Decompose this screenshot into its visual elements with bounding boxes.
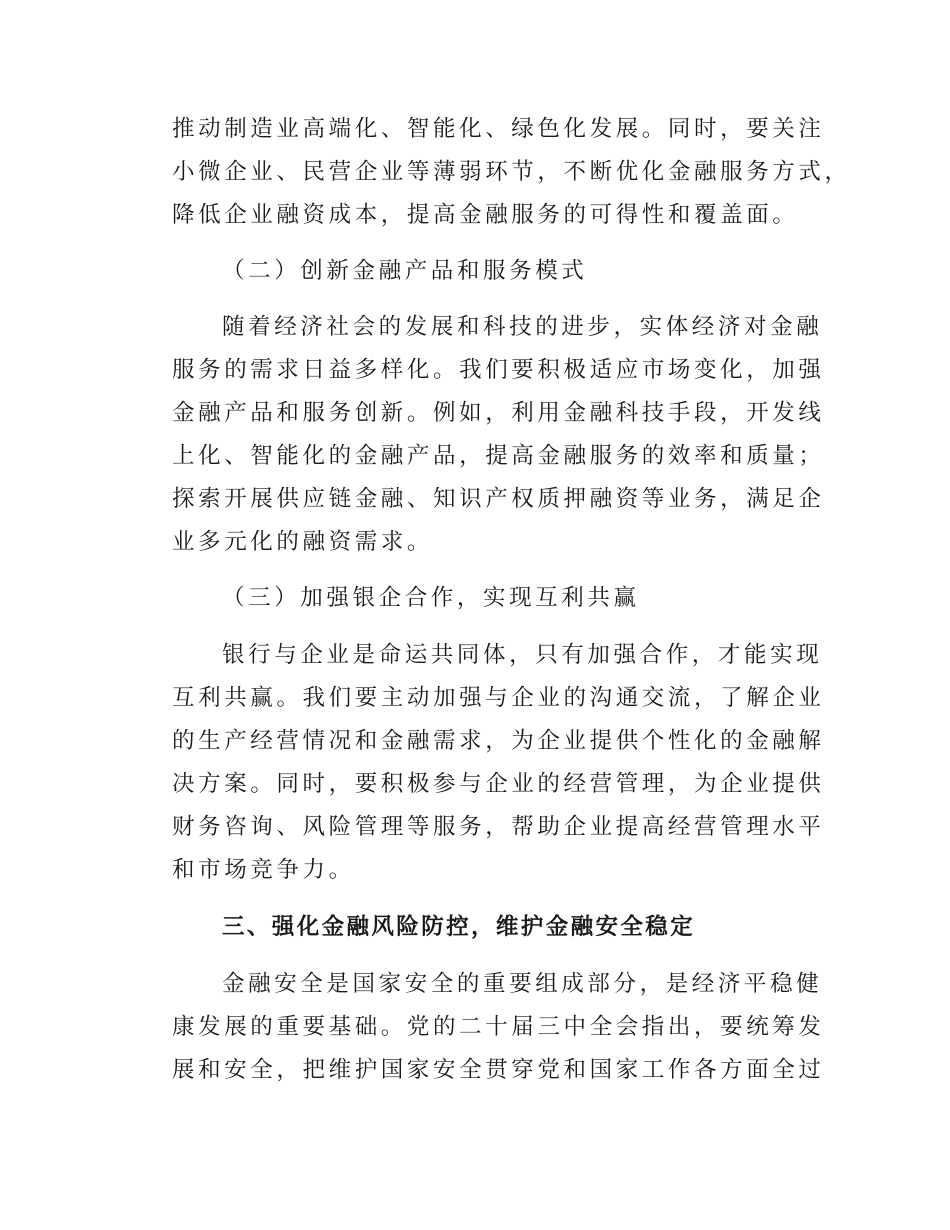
paragraph-line: 业多元化的融资需求。 [172, 529, 434, 555]
section-subheading: （二）创新金融产品和服务模式 [222, 258, 588, 284]
section-heading: 三、强化金融风险防控，维护金融安全稳定 [222, 914, 696, 940]
paragraph-line: 康发展的重要基础。党的二十届三中全会指出，要统筹发 [172, 1014, 825, 1040]
paragraph-line: 服务的需求日益多样化。我们要积极适应市场变化，加强 [172, 357, 825, 383]
paragraph-line: 的生产经营情况和金融需求，为企业提供个性化的金融解 [172, 728, 825, 754]
paragraph-line: 银行与企业是命运共同体，只有加强合作，才能实现 [222, 642, 823, 668]
paragraph-line: 金融产品和服务创新。例如，利用金融科技手段，开发线 [172, 400, 825, 426]
paragraph-line: 金融安全是国家安全的重要组成部分，是经济平稳健 [222, 971, 823, 997]
section-subheading: （三）加强银企合作，实现互利共赢 [222, 585, 640, 611]
paragraph-line: 展和安全，把维护国家安全贯穿党和国家工作各方面全过 [172, 1057, 825, 1083]
paragraph-line: 小微企业、民营企业等薄弱环节，不断优化金融服务方式， [172, 159, 851, 185]
paragraph-line: 财务咨询、风险管理等服务，帮助企业提高经营管理水平 [172, 814, 825, 840]
paragraph-line: 推动制造业高端化、智能化、绿色化发展。同时，要关注 [172, 116, 825, 142]
paragraph-line: 随着经济社会的发展和科技的进步，实体经济对金融 [222, 314, 823, 340]
paragraph-line: 探索开展供应链金融、知识产权质押融资等业务，满足企 [172, 486, 825, 512]
paragraph-line: 和市场竞争力。 [172, 857, 355, 883]
paragraph-line: 降低企业融资成本，提高金融服务的可得性和覆盖面。 [172, 202, 799, 228]
paragraph-line: 互利共赢。我们要主动加强与企业的沟通交流，了解企业 [172, 685, 825, 711]
paragraph-line: 决方案。同时，要积极参与企业的经营管理，为企业提供 [172, 771, 825, 797]
paragraph-line: 上化、智能化的金融产品，提高金融服务的效率和质量； [172, 443, 825, 469]
